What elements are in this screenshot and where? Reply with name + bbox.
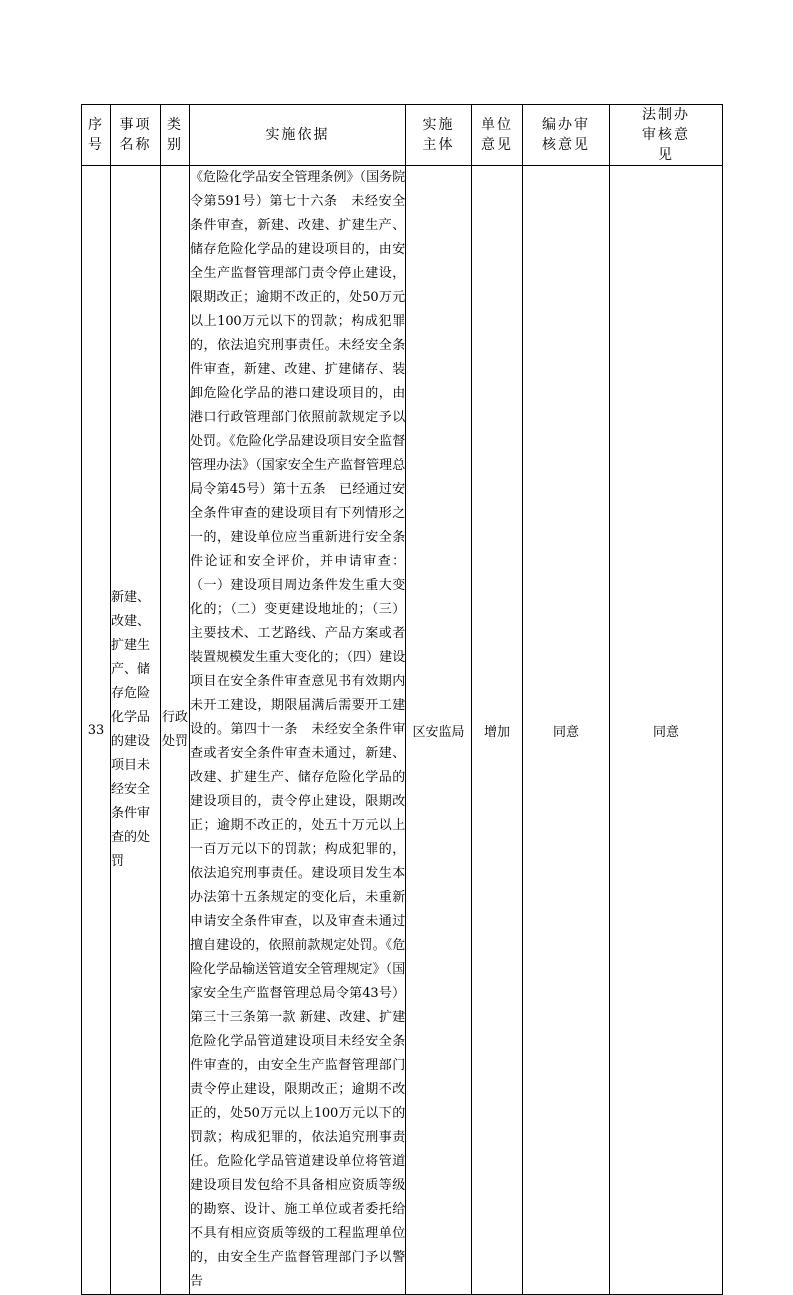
cell-unit-opinion: 增加 — [472, 166, 523, 1295]
approval-table — [81, 104, 723, 1295]
header-row — [82, 105, 723, 166]
cell-editorial-opinion: 同意 — [523, 166, 610, 1295]
header-basis: 实施依据 — [190, 105, 406, 166]
header-name: 事项名称 — [111, 105, 161, 166]
header-subject: 实施主体 — [406, 105, 472, 166]
cell-basis: 《危险化学品安全管理条例》（国务院令第591号）第七十六条 未经安全条件审查，新建、改建、扩建生产、储存危险化学品的建设项目的，由安全生产监督管理部门责令停止建设，限期改正；逾期不改正的，处50万元以上100万元以下的罚款；构成犯罪的，依法追究刑事责任。未经安全条件审查，新建、改建、扩建储存、装卸危险化学品的港口建设项目的，由港口行政管理部门依照前款规定予以处罚。《危险化学品建设项目安全监督管理办法》（国家安全生产监督管理总局令第45号）第十五条 已经通过安全条件审查的建设项目有下列情形之一的，建设单位应当重新进行安全条件论证和安全评价，并申请审查：（一）建设项目周边条件发生重大变化的；（二）变更建设地址的；（三）主要技术、工艺路线、产品方案或者装置规模发生重大变化的；（四）建设项目在安全条件审查意见书有效期内未开工建设，期限届满后需要开工建设的。第四十一条 未经安全条件审查或者安全条件审查未通过，新建、改建、扩建生产、储存危险化学品的建设项目的，责令停止建设，限期改正；逾期不改正的，处五十万元以上一百万元以下的罚款；构成犯罪的，依法追究刑事责任。建设项目发生本办法第十五条规定的变化后，未重新申请安全条件审查，以及审查未通过擅自建设的，依照前款规定处罚。《危险化学品输送管道安全管理规定》（国家安全生产监督管理总局令第43号）第三十三条第一款 新建、改建、扩建危险化学品管道建设项目未经安全条件审查的，由安全生产监督管理部门责令停止建设，限期改正；逾期不改正的，处50万元以上100万元以下的罚款；构成犯罪的，依法追究刑事责任。危险化学品管道建设单位将管道建设项目发包给不具备相应资质等级的勘察、设计、施工单位或者委托给不具有相应资质等级的工程监理单位的，由安全生产监督管理部门予以警告 — [190, 166, 406, 1295]
table-row — [82, 166, 723, 1295]
header-legal: 法制办审核意见 — [610, 105, 723, 166]
cell-subject: 区安监局 — [406, 166, 472, 1295]
header-seq: 序号 — [82, 105, 111, 166]
cell-legal-opinion: 同意 — [610, 166, 723, 1295]
header-unit: 单位意见 — [472, 105, 523, 166]
cell-category: 行政处罚 — [161, 166, 190, 1295]
header-category: 类别 — [161, 105, 190, 166]
cell-item-name: 新建、改建、扩建生产、储存危险化学品的建设项目未经安全条件审查的处罚 — [111, 166, 161, 1295]
header-editorial: 编办审核意见 — [523, 105, 610, 166]
cell-seq: 33 — [82, 166, 111, 1295]
